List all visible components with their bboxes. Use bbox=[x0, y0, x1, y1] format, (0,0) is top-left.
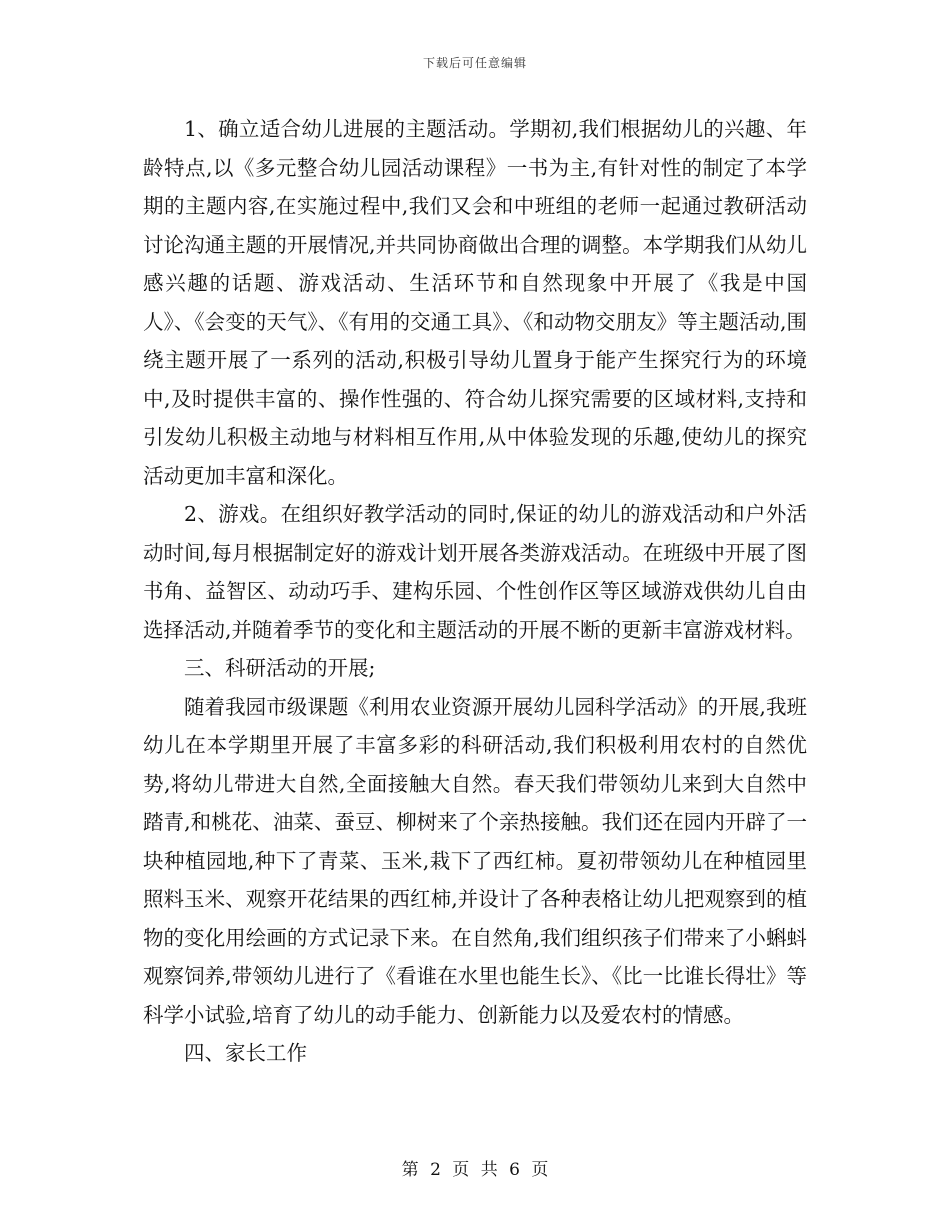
paragraph-games: 2、游戏。在组织好教学活动的同时,保证的幼儿的游戏活动和户外活动时间,每月根据制定好的游戏计划开展各类游戏活动。在班级中开展了图书角、益智区、动动巧手、建构乐园、个性创作区等区域游戏供幼儿自由选择活动,并随着季节的变化和主题活动的开展不断的更新丰富游戏材料。 bbox=[143, 502, 807, 642]
section-heading-parents: 四、家长工作 bbox=[184, 1041, 307, 1065]
paragraph-research: 随着我园市级课题《利用农业资源开展幼儿园科学活动》的开展,我班幼儿在本学期里开展了丰富多彩的科研活动,我们积极利用农村的自然优势,将幼儿带进大自然,全面接触大自然。春天我们带领幼儿来到大自然中踏青,和桃花、油菜、蚕豆、柳树来了个亲热接触。我们还在园内开辟了一块种植园地,种下了青菜、玉米,栽下了西红柿。夏初带领幼儿在种植园里照料玉米、观察开花结果的西红柿,并设计了各种表格让幼儿把观察到的植物的变化用绘画的方式记录下来。在自然角,我们组织孩子们带来了小蝌蚪观察饲养,带领幼儿进行了《看谁在水里也能生长》、《比一比谁长得壮》等科学小试验,培育了幼儿的动手能力、创新能力以及爱农村的情感。 bbox=[143, 694, 807, 1027]
document-body bbox=[143, 110, 807, 1073]
page-header: 下载后可任意编辑 bbox=[422, 56, 527, 70]
page-footer: 第 2 页 共 6 页 bbox=[401, 1160, 549, 1180]
section-heading-research: 三、科研活动的开展; bbox=[184, 656, 376, 680]
paragraph-theme-activities: 1、确立适合幼儿进展的主题活动。学期初,我们根据幼儿的兴趣、年龄特点,以《多元整合幼儿园活动课程》一书为主,有针对性的制定了本学期的主题内容,在实施过程中,我们又会和中班组的老师一起通过教研活动讨论沟通主题的开展情况,并共同协商做出合理的调整。本学期我们从幼儿感兴趣的话题、游戏活动、生活环节和自然现象中开展了《我是中国人》、《会变的天气》、《有用的交通工具》、《和动物交朋友》等主题活动,围绕主题开展了一系列的活动,积极引导幼儿置身于能产生探究行为的环境中,及时提供丰富的、操作性强的、符合幼儿探究需要的区域材料,支持和引发幼儿积极主动地与材料相互作用,从中体验发现的乐趣,使幼儿的探究活动更加丰富和深化。 bbox=[143, 117, 807, 488]
